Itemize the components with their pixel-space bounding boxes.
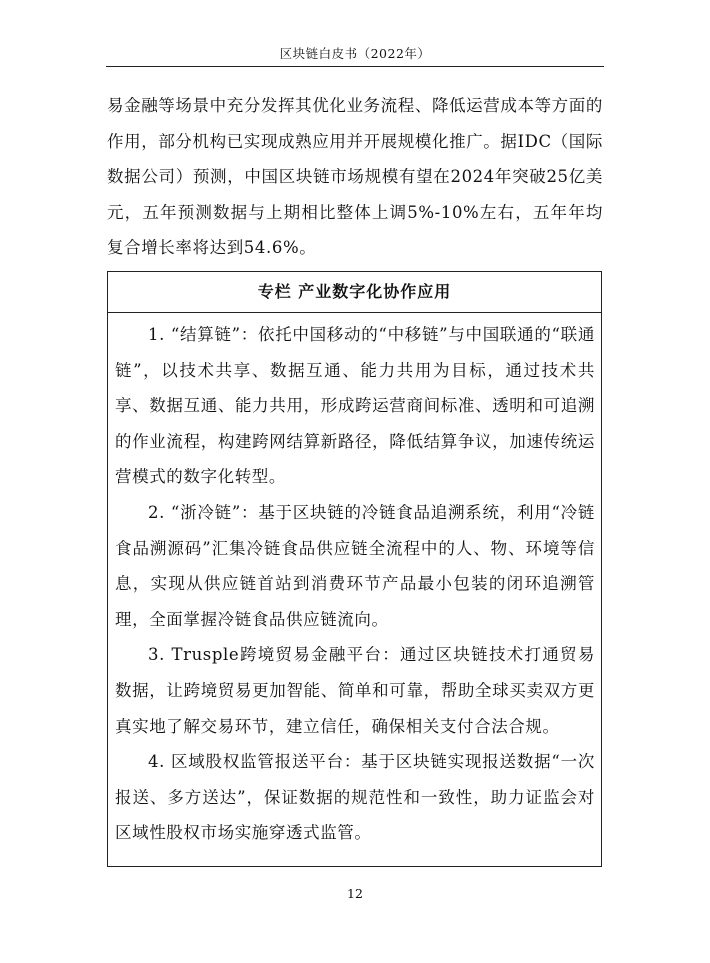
running-header: 区块链白皮书（2022年） (279, 46, 431, 61)
box-title: 专栏 产业数字化协作应用 (108, 272, 601, 313)
box-item-equity-reporting-platform: 4. 区域股权监管报送平台：基于区块链实现报送数据“一次报送、多方送达”，保证数据的规范性和一致性，助力证监会对区域性股权市场实施穿透式监管。 (115, 752, 595, 843)
header-divider (106, 66, 604, 67)
page-number: 12 (347, 886, 363, 901)
box-item-zhejiang-cold-chain: 2. “浙冷链”：基于区块链的冷链食品追溯系统，利用“冷链食品溯源码”汇集冷链食品供应链全流程中的人、物、环境等信息，实现从供应链首站到消费环节产品最小包装的闭环追溯管理，全面掌握冷链食品供应链流向。 (115, 502, 595, 629)
box-item-settlement-chain: 1. “结算链”：依托中国移动的“中移链”与中国联通的“联通链”，以技术共享、数据互通、能力共用为目标，通过技术共享、数据互通、能力共用，形成跨运营商间标准、透明和可追溯的作业流程，构建跨网结算新路径，降低结算争议，加速传统运营模式的数字化转型。 (115, 325, 595, 487)
sidebar-box (107, 271, 602, 867)
box-body (108, 313, 601, 851)
intro-paragraph: 易金融等场景中充分发挥其优化业务流程、降低运营成本等方面的作用，部分机构已实现成熟应用并开展规模化推广。据IDC（国际数据公司）预测，中国区块链市场规模有望在2024年突破25亿美元，五年预测数据与上期相比整体上调5%-10%左右，五年年均复合增长率将达到54.6%。 (107, 96, 603, 258)
box-item-trusple-platform: 3. Trusple跨境贸易金融平台：通过区块链技术打通贸易数据，让跨境贸易更加智能、简单和可靠，帮助全球买卖双方更真实地了解交易环节，建立信任，确保相关支付合法合规。 (115, 645, 595, 736)
